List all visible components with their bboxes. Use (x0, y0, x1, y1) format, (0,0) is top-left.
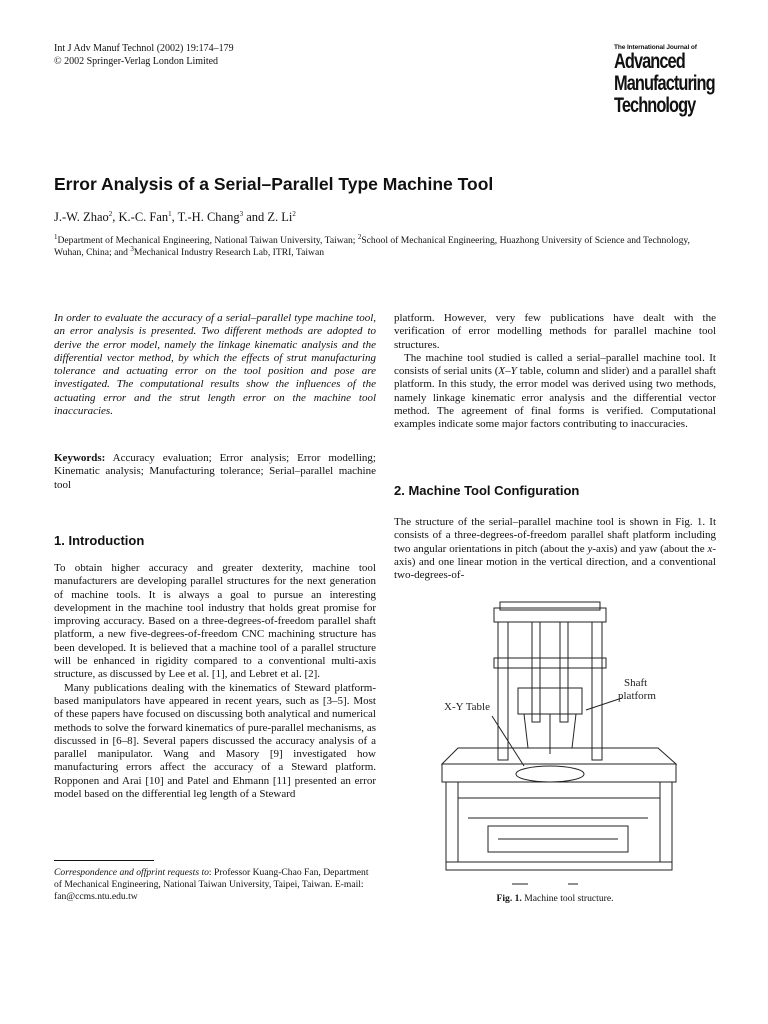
text-run: The machine tool studied is called a serial–parallel machine tool. It consists of serial units ( (394, 351, 716, 378)
paragraph: To obtain higher accuracy and greater dexterity, machine tool manufacturers are developing parallel structures for the next generation of machine tools. It is always a goal to pursue an interesting development in the machine tool industry that holds great promise for improving accuracy. Based on a three-degrees-of-freedom parallel shaft platform, a new five-degrees-of-freedom CNC machining structure has been developed. It is believed that a machine tool of a parallel structure will be enhanced in rigidity compared to a conventional multi-axis structure, as discussed by Lee et al. [1], and Lebret et al. [2]. (54, 562, 376, 681)
citation-line: Int J Adv Manuf Technol (2002) 19:174–179 (54, 43, 234, 54)
caption-label: Fig. 1. (496, 893, 522, 904)
leader-shaft (586, 698, 622, 710)
shaft-platform (518, 688, 582, 714)
label-xy-table: X-Y Table (444, 701, 490, 713)
text-run: -axis) and yaw (about the (592, 542, 708, 555)
affiliations (54, 232, 714, 259)
base-top (442, 748, 676, 764)
author-affil-mark: 1 (168, 209, 172, 218)
footnote-label: Correspondence and offprint requests to (54, 867, 209, 878)
paragraph (394, 352, 716, 432)
label-platform: platform (618, 690, 656, 702)
logo-line-3: Technology (614, 94, 696, 117)
affil-mark: 1 (54, 232, 58, 241)
label-shaft: Shaft (624, 677, 648, 689)
machine-tool-drawing (428, 598, 718, 890)
leg-right (660, 782, 672, 862)
strut (572, 714, 576, 748)
text-run: table, column and slider) and a parallel shaft platform. In this study, the error model was derived using two methods, namely linkage kinematic error analysis and the differential vector method. The agreement of final forms is verified. Computational examples indicate some major factors contributing to inaccuracies. (394, 365, 716, 431)
abstract: In order to evaluate the accuracy of a serial–parallel type machine tool, an error analysis is presented. Two different methods are adopted to derive the error model, namely the linkage kinematic analysis and the differential vector method, by which the effects of strut manufacturing tolerance and actuating error on the tool position and pose are investigated. The computational results show the influences of the actuating error and the strut length error on the machine tool inaccuracies. (54, 312, 376, 418)
author-list (54, 210, 296, 225)
math-xy: X–Y (498, 365, 517, 378)
paper-title: Error Analysis of a Serial–Parallel Type Machine Tool (54, 174, 494, 194)
figure-machine-tool (428, 598, 718, 890)
author-name: J.-W. Zhao (54, 210, 109, 224)
mid-crossbeam (494, 658, 606, 668)
section-heading-configuration: 2. Machine Tool Configuration (394, 483, 580, 498)
column-center-right (560, 622, 568, 722)
author-affil-mark: 2 (292, 209, 296, 218)
math-y: y (587, 542, 593, 555)
author-affil-mark: 3 (239, 209, 244, 218)
affil-mark: 2 (357, 232, 362, 241)
math-x: x (707, 542, 713, 555)
author-name: and Z. Li (243, 210, 293, 224)
strut (524, 714, 528, 748)
footnote-text: : Professor Kuang-Chao Fan, Department of Mechanical Engineering, National Taiwan University, Taipei, Taiwan. E-mail: fan@ccms.ntu.edu.tw (54, 867, 369, 902)
introduction-body (54, 562, 376, 801)
affiliation-text: Mechanical Industry Research Lab, ITRI, Taiwan (133, 247, 325, 258)
logo-small-text: The International Journal of (614, 44, 697, 51)
text-run: -axis) and one linear motion in the vertical direction, and a conventional two-degrees-of- (394, 542, 716, 582)
author-name: , K.-C. Fan (112, 210, 169, 224)
configuration-body (394, 516, 716, 582)
footnote-rule (54, 860, 154, 861)
keywords-label: Keywords: (54, 452, 106, 464)
paragraph: Many publications dealing with the kinematics of Steward platform-based manipulators have appeared in recent years, such as [3–5]. Most of these papers have focused on discussing both analytical and numerical methods to solve the forward kinematics of pure-parallel mechanisms, as discussed in [6–8]. Several papers discussed the accuracy analysis of a parallel manipulator. Wang and Masory [9] investigated how manufacturing errors affect the accuracy of a Steward platform. Ropponen and Arai [10] and Patel and Ehmann [11] presented an error model based on the differential leg length of a Steward (54, 681, 376, 801)
affil-mark: 3 (130, 244, 134, 253)
rotary-table (516, 766, 584, 782)
journal-citation (54, 42, 234, 68)
correspondence-footnote (54, 867, 376, 903)
affiliation-text: School of Mechanical Engineering, Huazhong University of Science and Technology, Wuhan, China; and (54, 235, 690, 258)
column-right (592, 622, 602, 760)
text-run: The structure of the serial–parallel machine tool is shown in Fig. 1. It consists of a three-degrees-of-freedom parallel shaft platform including two angular orientations in pitch (about the (394, 516, 716, 555)
figure-caption (394, 893, 716, 904)
caption-text: Machine tool structure. (521, 893, 614, 904)
right-column-text (394, 312, 716, 432)
author-affil-mark: 2 (108, 209, 113, 218)
top-cap (500, 602, 600, 610)
column-center-left (532, 622, 540, 722)
leg-left (446, 782, 458, 862)
author-name: , T.-H. Chang (171, 210, 240, 224)
affiliation-text: Department of Mechanical Engineering, National Taiwan University, Taiwan; (57, 235, 358, 246)
keywords-text: Accuracy evaluation; Error analysis; Error modelling; Kinematic analysis; Manufacturing tolerance; Serial–parallel machine tool (54, 452, 376, 491)
logo-line-1: Advanced (614, 50, 685, 73)
copyright-line: © 2002 Springer-Verlag London Limited (54, 56, 219, 67)
paragraph: platform. However, very few publications have dealt with the verification of error modelling methods for parallel machine tool structures. (394, 312, 716, 351)
section-heading-introduction: 1. Introduction (54, 533, 145, 548)
keywords (54, 452, 376, 492)
base-bottom (446, 862, 672, 870)
logo-line-2: Manufacturing (614, 72, 715, 95)
journal-logo (614, 44, 715, 117)
